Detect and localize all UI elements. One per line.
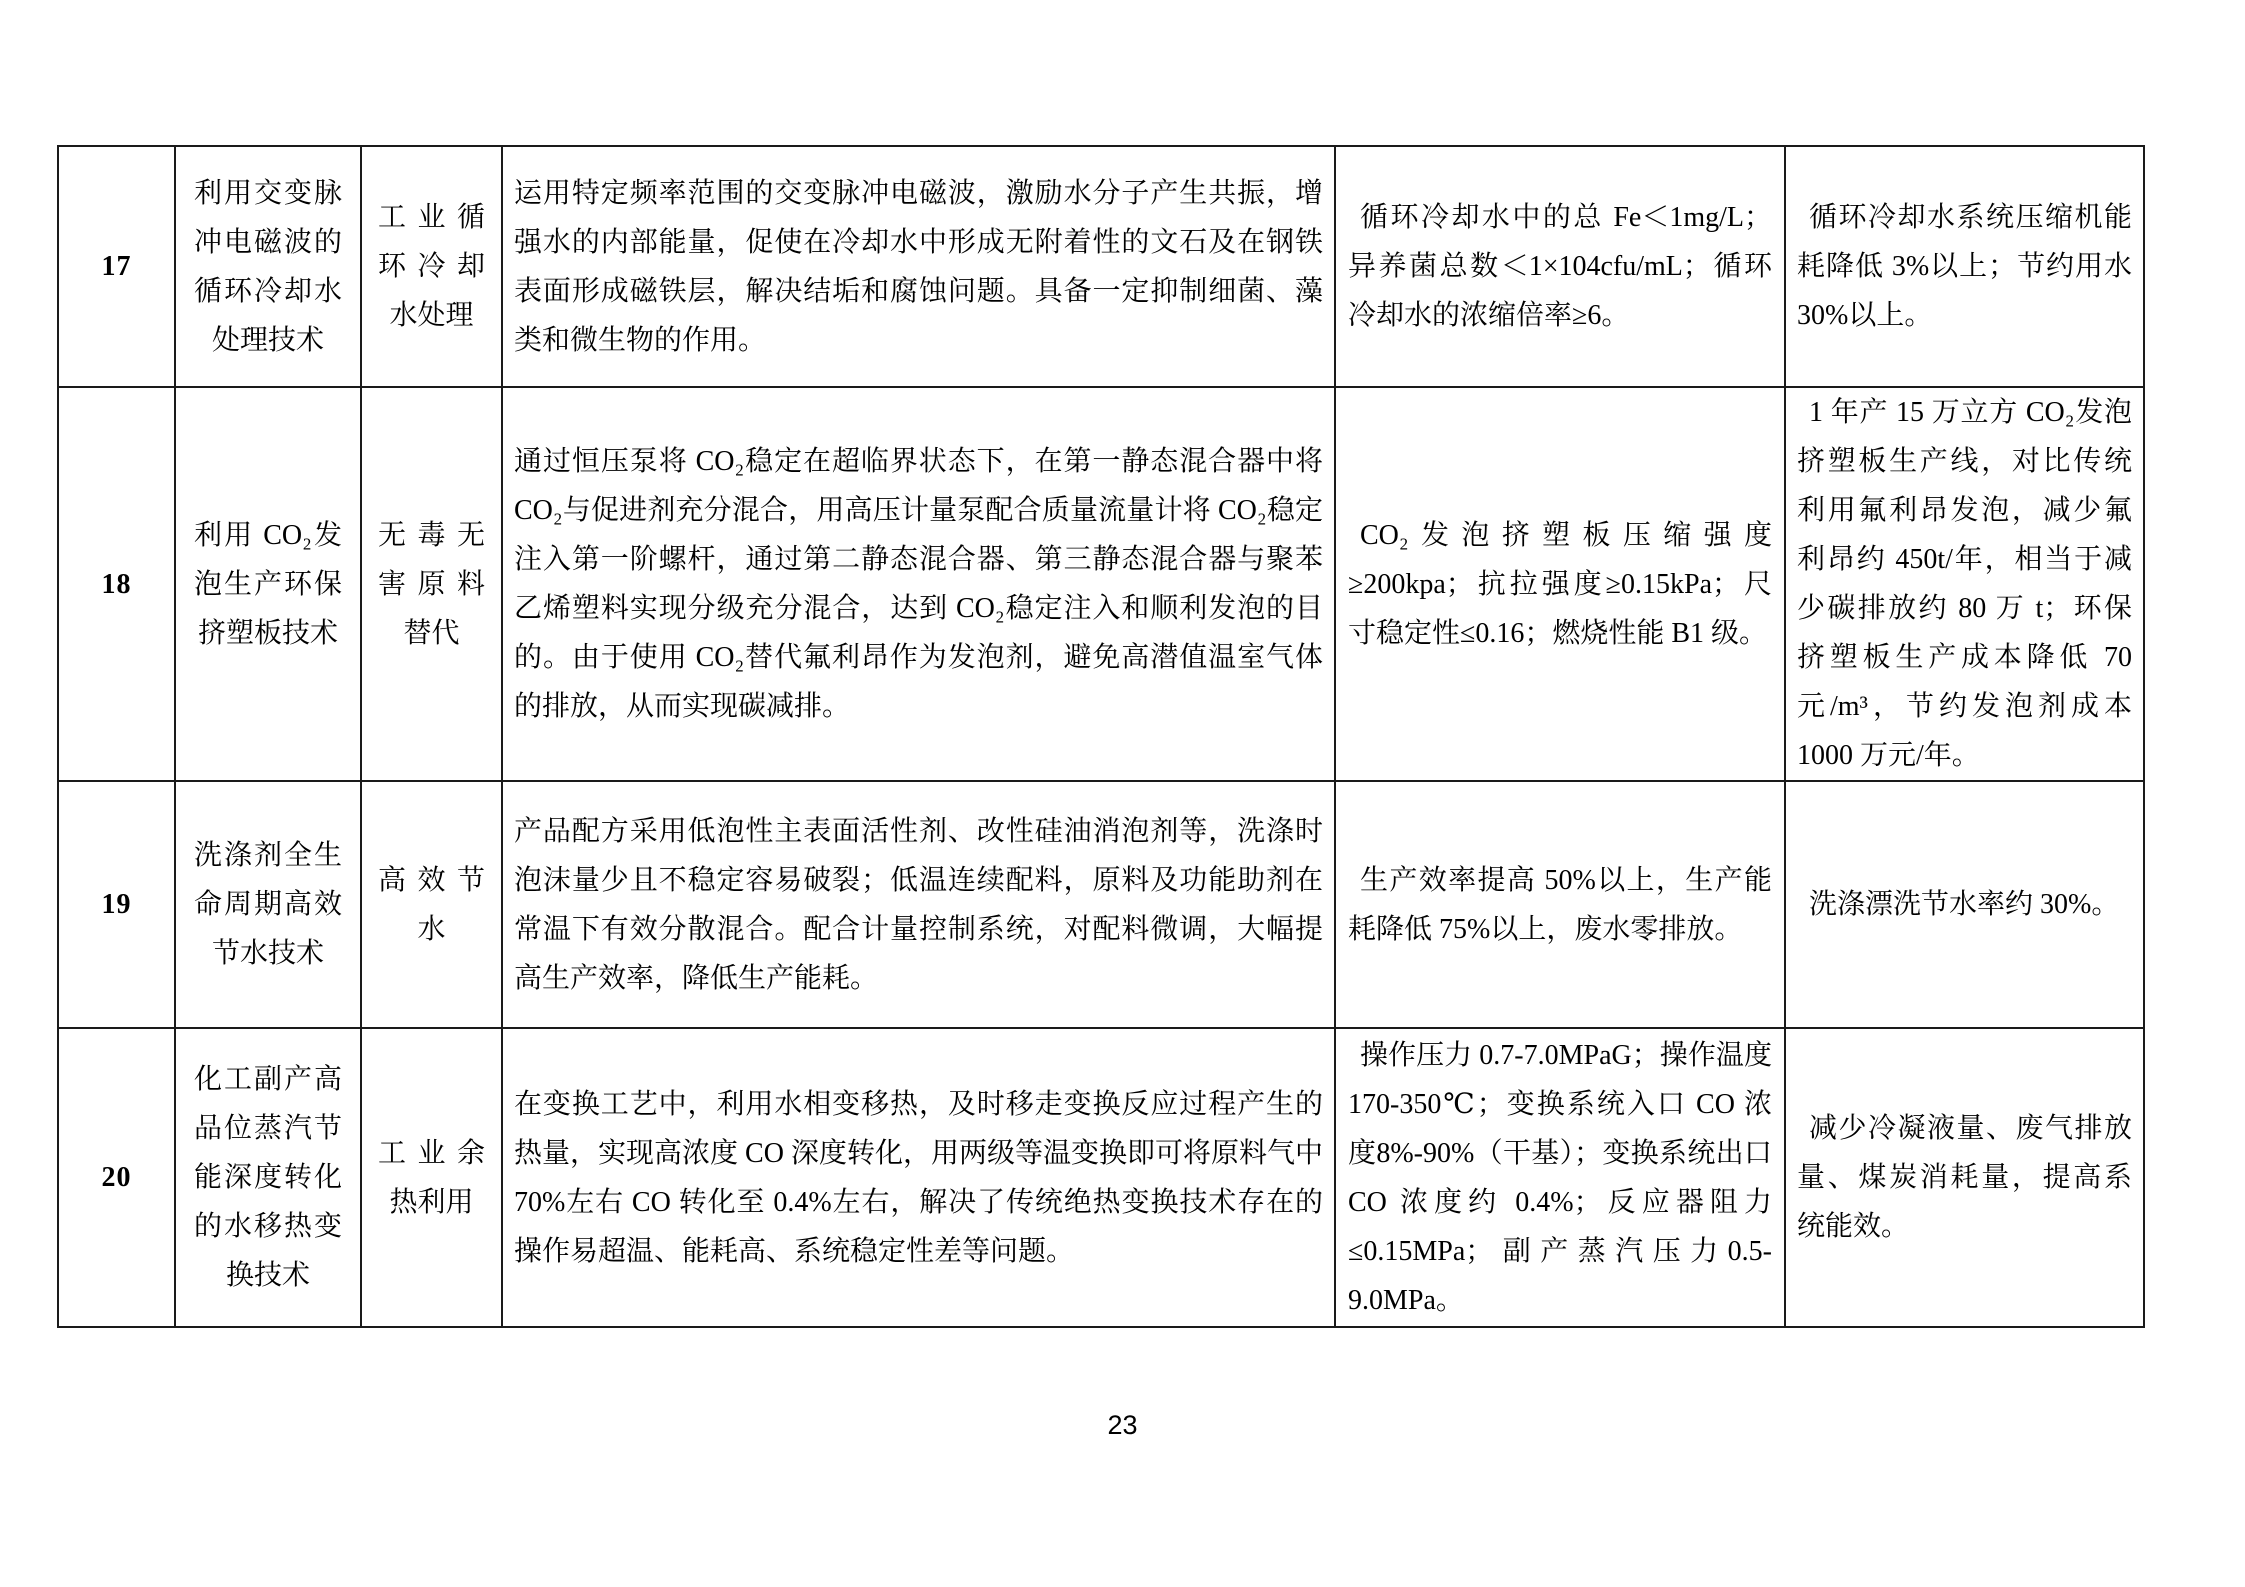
table-row-17 <box>58 146 2144 387</box>
category-cell: 工业余热利用 <box>361 1028 502 1327</box>
tech-name-cell: 化工副产高品位蒸汽节能深度转化的水移热变换技术 <box>175 1028 361 1327</box>
category-cell: 无毒无害原料替代 <box>361 387 502 781</box>
indicators-cell: CO₂发泡挤塑板压缩强度≥200kpa；抗拉强度≥0.15kPa；尺寸稳定性≤0.16；燃烧性能 B1 级。 <box>1335 387 1785 781</box>
tech-name-cell: 利用交变脉冲电磁波的循环冷却水处理技术 <box>175 146 361 387</box>
row-number-cell: 19 <box>58 781 175 1028</box>
table-row-20 <box>58 1028 2144 1327</box>
benefits-cell: 1 年产 15 万立方 CO₂发泡挤塑板生产线，对比传统利用氟利昂发泡，减少氟利昂约 450t/年，相当于减少碳排放约 80 万 t；环保挤塑板生产成本降低 70 元/m³，节约发泡剂成本 1000 万元/年。 <box>1785 387 2144 781</box>
table-row-18 <box>58 387 2144 781</box>
tech-name-cell: 利用 CO₂发泡生产环保挤塑板技术 <box>175 387 361 781</box>
indicators-cell: 循环冷却水中的总 Fe＜1mg/L；异养菌总数＜1×104cfu/mL；循环冷却水的浓缩倍率≥6。 <box>1335 146 1785 387</box>
tech-name-cell: 洗涤剂全生命周期高效节水技术 <box>175 781 361 1028</box>
category-cell: 工业循环冷却水处理 <box>361 146 502 387</box>
benefits-cell: 减少冷凝液量、废气排放量、煤炭消耗量，提高系统能效。 <box>1785 1028 2144 1327</box>
description-cell: 产品配方采用低泡性主表面活性剂、改性硅油消泡剂等，洗涤时泡沫量少且不稳定容易破裂；低温连续配料，原料及功能助剂在常温下有效分散混合。配合计量控制系统，对配料微调，大幅提高生产效率，降低生产能耗。 <box>502 781 1335 1028</box>
benefits-cell: 循环冷却水系统压缩机能耗降低 3%以上；节约用水 30%以上。 <box>1785 146 2144 387</box>
indicators-cell: 生产效率提高 50%以上，生产能耗降低 75%以上，废水零排放。 <box>1335 781 1785 1028</box>
indicators-cell: 操作压力 0.7-7.0MPaG；操作温度170-350℃；变换系统入口 CO 浓度8%-90%（干基）；变换系统出口CO 浓度约 0.4%；反应器阻力≤0.15MPa；副产蒸汽压力0.5-9.0MPa。 <box>1335 1028 1785 1327</box>
page-number: 23 <box>1107 1410 1138 1440</box>
row-number-cell: 17 <box>58 146 175 387</box>
description-cell: 在变换工艺中，利用水相变移热，及时移走变换反应过程产生的热量，实现高浓度 CO 深度转化，用两级等温变换即可将原料气中70%左右 CO 转化至 0.4%左右，解决了传统绝热变换技术存在的操作易超温、能耗高、系统稳定性差等问题。 <box>502 1028 1335 1327</box>
description-cell: 运用特定频率范围的交变脉冲电磁波，激励水分子产生共振，增强水的内部能量，促使在冷却水中形成无附着性的文石及在钢铁表面形成磁铁层，解决结垢和腐蚀问题。具备一定抑制细菌、藻类和微生物的作用。 <box>502 146 1335 387</box>
category-cell: 高效节水 <box>361 781 502 1028</box>
technology-table <box>57 145 2145 1328</box>
description-cell: 通过恒压泵将 CO₂稳定在超临界状态下，在第一静态混合器中将 CO₂与促进剂充分混合，用高压计量泵配合质量流量计将 CO₂稳定注入第一阶螺杆，通过第二静态混合器、第三静态混合器与聚苯乙烯塑料实现分级充分混合，达到 CO₂稳定注入和顺利发泡的目的。由于使用 CO₂替代氟利昂作为发泡剂，避免高潜值温室气体的排放，从而实现碳减排。 <box>502 387 1335 781</box>
row-number-cell: 20 <box>58 1028 175 1327</box>
benefits-cell: 洗涤漂洗节水率约 30%。 <box>1785 781 2144 1028</box>
table-row-19 <box>58 781 2144 1028</box>
row-number-cell: 18 <box>58 387 175 781</box>
